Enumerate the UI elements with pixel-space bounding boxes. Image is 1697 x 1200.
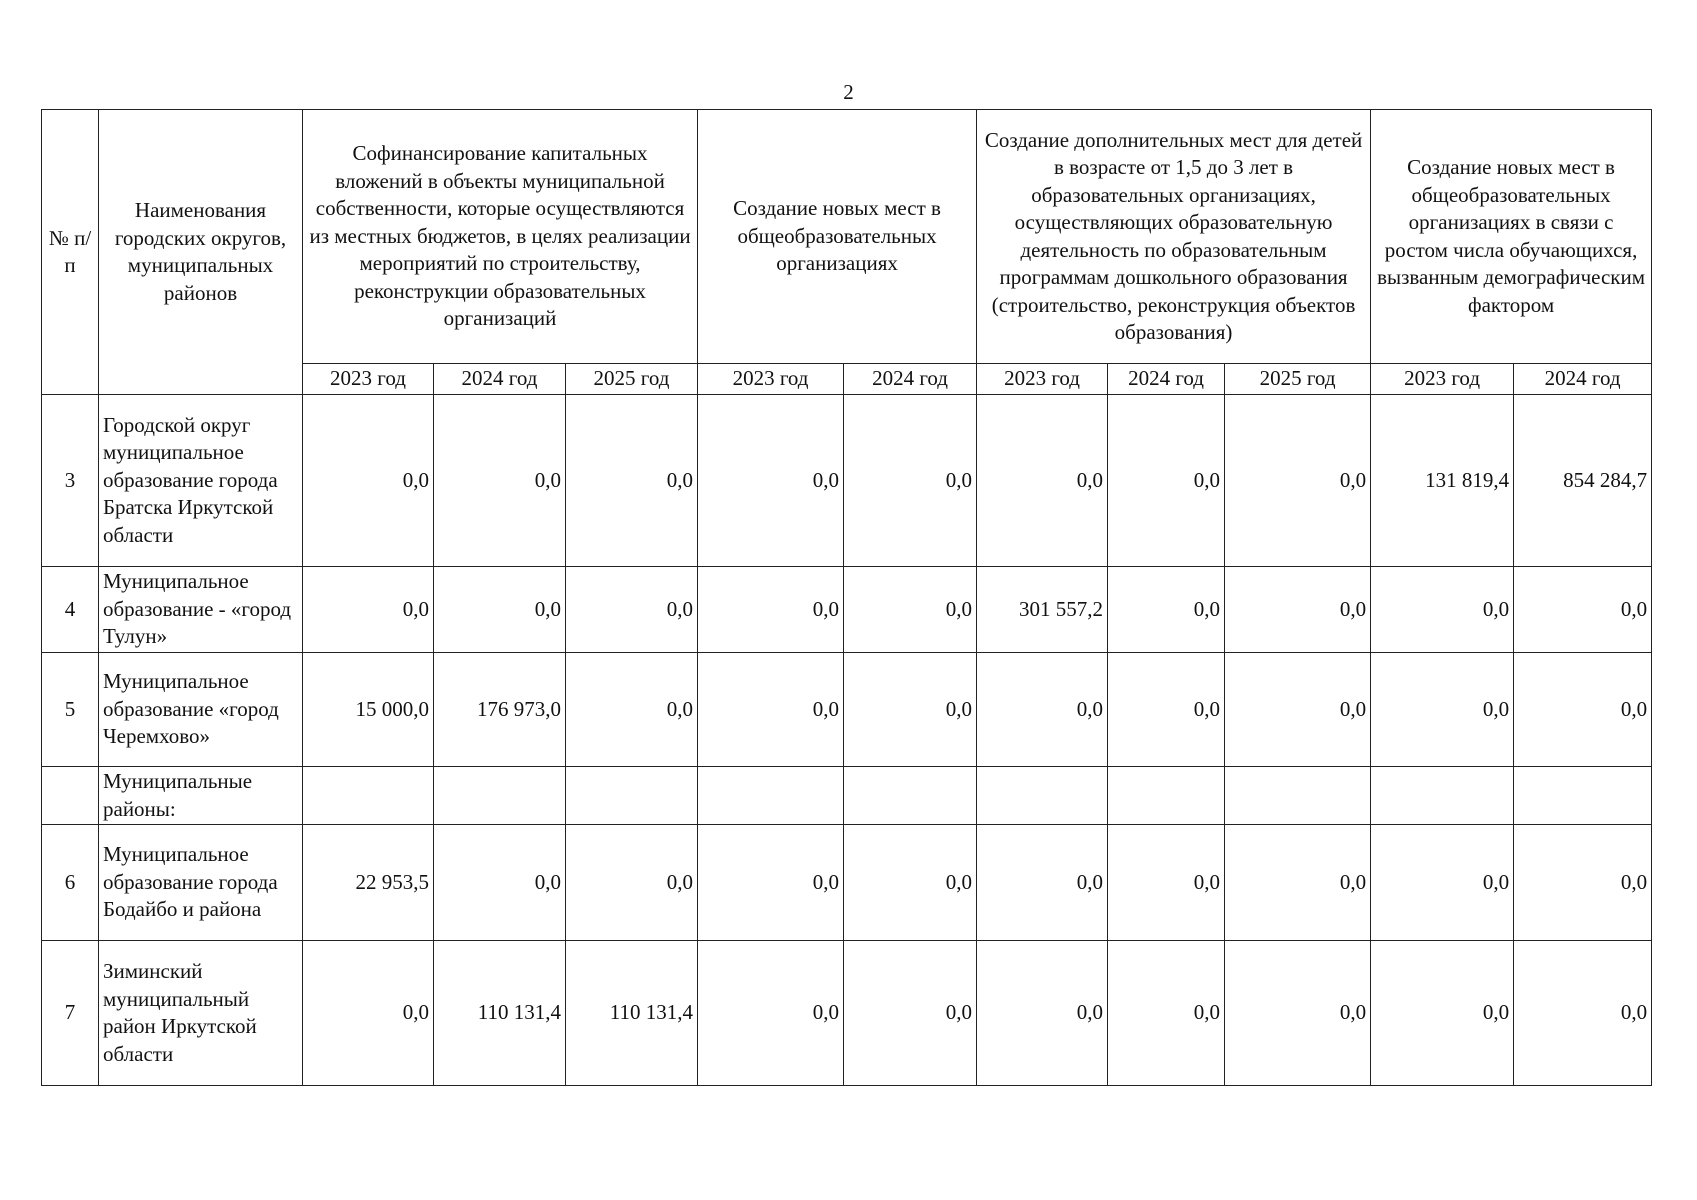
table-row (42, 825, 1652, 941)
table-row (42, 767, 1652, 825)
row-number: 4 (42, 567, 99, 653)
group-header-cofinancing: Софинансирование капитальных вложений в объекты муниципальной собственности, которые осуществляются из местных бюджетов, в целях реализации мероприятий по строительству, реконструкции образовательных организаций (303, 110, 698, 364)
municipality-name: Муниципальное образование «город Черемхово» (99, 653, 303, 767)
value-cell: 0,0 (698, 941, 844, 1086)
value-cell: 0,0 (303, 395, 434, 567)
value-cell: 0,0 (1514, 825, 1652, 941)
value-cell: 0,0 (1514, 653, 1652, 767)
value-cell: 0,0 (844, 825, 977, 941)
value-cell (844, 767, 977, 825)
value-cell: 0,0 (698, 653, 844, 767)
value-cell: 0,0 (698, 567, 844, 653)
group-header-preschool-places: Создание дополнительных мест для детей в возрасте от 1,5 до 3 лет в образовательных организациях, осуществляющих образовательную деятельность по образовательным программам дошкольного образования (строительство, реконструкция объектов образования) (977, 110, 1371, 364)
value-cell: 0,0 (1371, 825, 1514, 941)
value-cell: 0,0 (1225, 825, 1371, 941)
value-cell: 0,0 (1371, 941, 1514, 1086)
row-number: 6 (42, 825, 99, 941)
municipality-name: Муниципальное образование города Бодайбо и района (99, 825, 303, 941)
value-cell: 0,0 (844, 653, 977, 767)
value-cell: 0,0 (977, 653, 1108, 767)
year-header: 2023 год (303, 364, 434, 395)
year-header: 2024 год (1108, 364, 1225, 395)
row-number: 5 (42, 653, 99, 767)
value-cell (566, 767, 698, 825)
value-cell: 0,0 (1225, 653, 1371, 767)
value-cell: 0,0 (1225, 395, 1371, 567)
value-cell: 854 284,7 (1514, 395, 1652, 567)
value-cell: 0,0 (1371, 653, 1514, 767)
value-cell: 110 131,4 (434, 941, 566, 1086)
value-cell (434, 767, 566, 825)
group-header-new-school-places: Создание новых мест в общеобразовательных организациях (698, 110, 977, 364)
value-cell: 15 000,0 (303, 653, 434, 767)
value-cell: 0,0 (1108, 825, 1225, 941)
value-cell: 22 953,5 (303, 825, 434, 941)
group-header-demographic-places: Создание новых мест в общеобразовательных организациях в связи с ростом числа обучающихся, вызванным демографическим фактором (1371, 110, 1652, 364)
column-header-number: № п/п (42, 110, 99, 395)
value-cell: 0,0 (977, 941, 1108, 1086)
value-cell (977, 767, 1108, 825)
value-cell: 176 973,0 (434, 653, 566, 767)
year-header: 2025 год (1225, 364, 1371, 395)
value-cell: 0,0 (303, 941, 434, 1086)
page-number: 2 (843, 80, 854, 104)
value-cell: 0,0 (1108, 395, 1225, 567)
value-cell (1514, 767, 1652, 825)
table-row (42, 395, 1652, 567)
value-cell: 0,0 (566, 653, 698, 767)
table-row (42, 567, 1652, 653)
value-cell: 0,0 (844, 941, 977, 1086)
value-cell: 0,0 (566, 567, 698, 653)
value-cell: 0,0 (1108, 653, 1225, 767)
value-cell: 0,0 (1108, 567, 1225, 653)
value-cell: 0,0 (434, 395, 566, 567)
year-header: 2024 год (434, 364, 566, 395)
municipality-name: Муниципальные районы: (99, 767, 303, 825)
municipality-name: Зиминский муниципальный район Иркутской области (99, 941, 303, 1086)
year-header: 2024 год (1514, 364, 1652, 395)
municipality-name: Муниципальное образование - «город Тулун» (99, 567, 303, 653)
row-number (42, 767, 99, 825)
value-cell: 0,0 (844, 567, 977, 653)
value-cell: 0,0 (698, 825, 844, 941)
year-header: 2023 год (698, 364, 844, 395)
table-row (42, 653, 1652, 767)
value-cell: 0,0 (844, 395, 977, 567)
row-number: 3 (42, 395, 99, 567)
year-header: 2023 год (1371, 364, 1514, 395)
row-number: 7 (42, 941, 99, 1086)
budget-table (41, 109, 1652, 1086)
value-cell (303, 767, 434, 825)
value-cell: 0,0 (1225, 941, 1371, 1086)
value-cell: 0,0 (977, 825, 1108, 941)
value-cell (698, 767, 844, 825)
value-cell: 0,0 (1514, 941, 1652, 1086)
value-cell: 0,0 (566, 395, 698, 567)
year-header: 2024 год (844, 364, 977, 395)
value-cell (1225, 767, 1371, 825)
value-cell: 0,0 (1514, 567, 1652, 653)
value-cell: 0,0 (434, 567, 566, 653)
value-cell: 131 819,4 (1371, 395, 1514, 567)
municipality-name: Городской округ муниципальное образование города Братска Иркутской области (99, 395, 303, 567)
value-cell: 0,0 (698, 395, 844, 567)
year-header: 2023 год (977, 364, 1108, 395)
value-cell: 301 557,2 (977, 567, 1108, 653)
value-cell: 0,0 (303, 567, 434, 653)
table-header (42, 110, 1652, 395)
column-header-name: Наименования городских округов, муниципальных районов (99, 110, 303, 395)
value-cell: 0,0 (977, 395, 1108, 567)
value-cell: 0,0 (1225, 567, 1371, 653)
value-cell (1371, 767, 1514, 825)
value-cell: 0,0 (434, 825, 566, 941)
value-cell: 0,0 (1371, 567, 1514, 653)
value-cell (1108, 767, 1225, 825)
value-cell: 0,0 (1108, 941, 1225, 1086)
table-body (42, 395, 1652, 1086)
year-header: 2025 год (566, 364, 698, 395)
value-cell: 110 131,4 (566, 941, 698, 1086)
table-row (42, 941, 1652, 1086)
value-cell: 0,0 (566, 825, 698, 941)
